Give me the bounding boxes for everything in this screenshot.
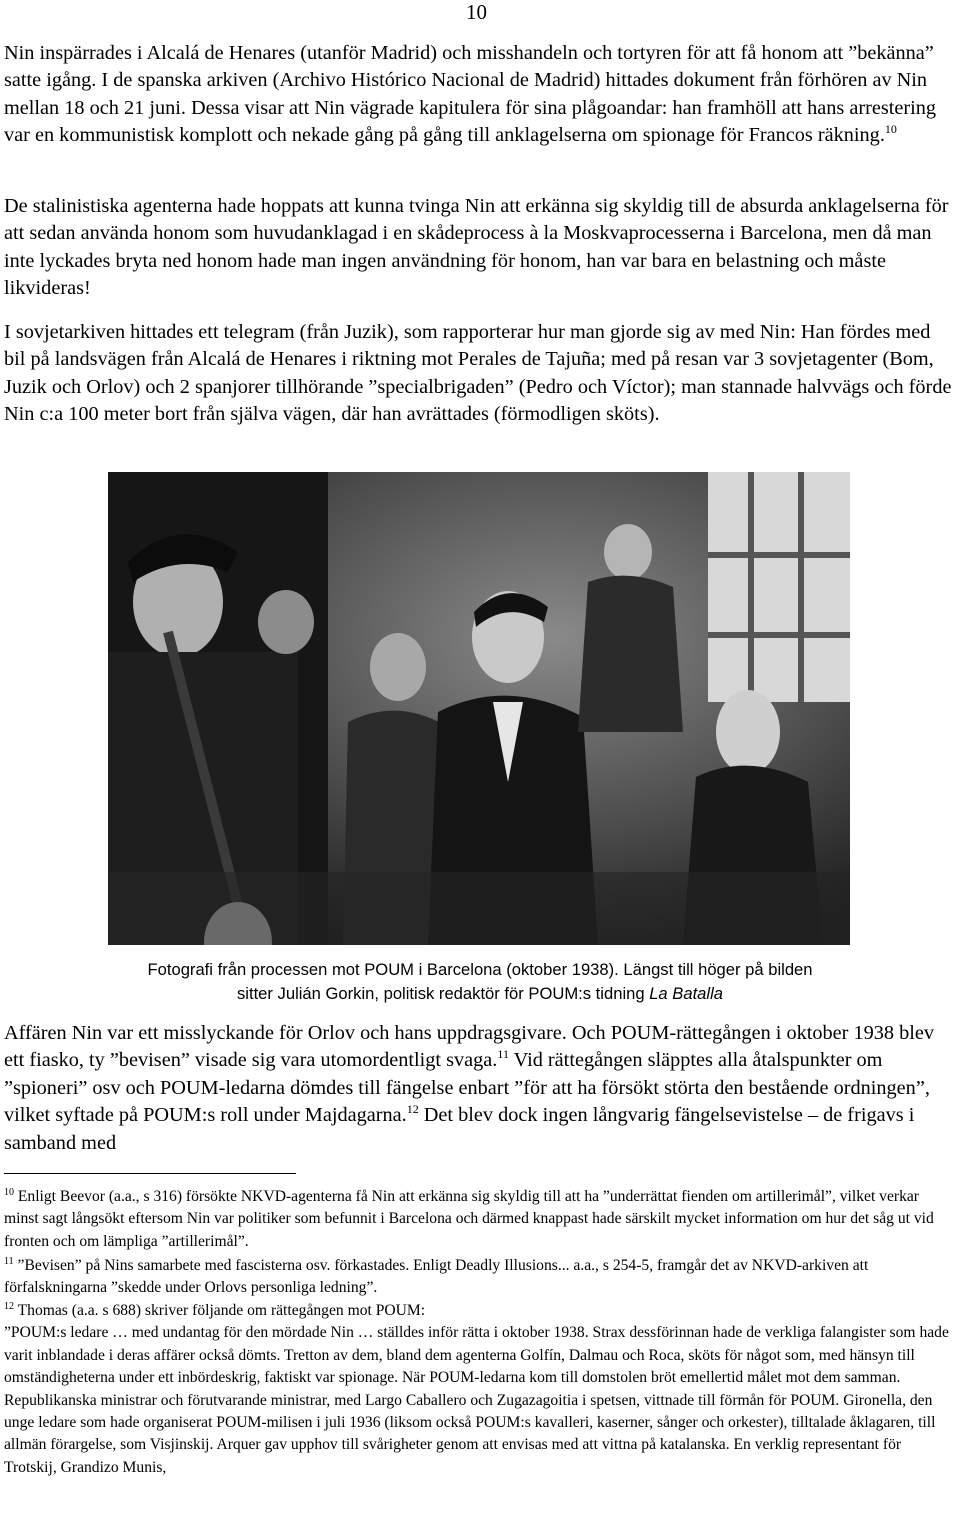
paragraph-1 [4,40,954,150]
caption-line-1: Fotografi från processen mot POUM i Barcelona (oktober 1938). Längst till höger på bilden [147,960,813,979]
footnote-12 [4,1300,954,1479]
newspaper-title: La Batalla [649,984,724,1003]
footnote-quote: ”POUM:s ledare … med undantag för den mördade Nin … ställdes inför rätta i oktober 1938. Strax dessförinnan hade de verkliga falangister som hade varit inblandade i deras affärer också dömts. Tretton av dem, bland dem agenterna Golfín, Dalmau och Roca, sköts för något som, med hänsyn till omständigheterna under ett inbördeskrig, faktiskt var spionage. När POUM-ledarna kom till domstolen bröt emellertid målet mot dem samman. Republikanska ministrar och förutvarande ministrar, med Largo Caballero och Zugazagoitia i spetsen, vittnade till förmån för POUM. Gironella, den unge ledare som hade organiserat POUM-milisen i juli 1936 (liksom också POUM:s kavalleri, kaserner, sånger och orkester), tilltalade åklagaren, till allmän förargelse, som Visjinskij. Arquer gav upphov till svårigheter genom att envisas med att vittna på katalanska. En verklig representant för Trotskij, Grandizo Munis, [4,1324,949,1476]
footnote-ref-12[interactable]: 12 [406,1102,419,1117]
photo-caption [0,958,960,1006]
caption-line-2-text: sitter Julián Gorkin, politisk redaktör för POUM:s tidning [236,984,650,1003]
paragraph-3 [4,319,954,429]
caption-line-2 [0,982,960,1006]
footnote-separator [4,1173,296,1174]
footnote-10 [4,1186,954,1253]
paragraph-text: Vid rättegången släpptes alla åtalspunkter om ”spioneri” osv och POUM-ledarna dömdes till fängelse enbart ”för att ha försökt störta den bestående ordningen”, vilket syftade på POUM:s roll under Majdagarna. [4,1049,930,1127]
trial-photograph [108,472,850,945]
footnote-text: Thomas (a.a. s 688) skriver följande om rättegången mot POUM: [14,1302,426,1319]
footnote-number: 10 [4,1187,14,1198]
paragraph-text: Nin inspärrades i Alcalá de Henares (utanför Madrid) och misshandeln och tortyren för att få honom att ”bekänna” satte igång. I de spanska arkiven (Archivo Histórico Nacional de Madrid) hittades dokument från förhören av Nin mellan 18 och 21 juni. Dessa visar att Nin vägrade kapitulera för sina plågoandar: han framhöll att hans arrestering var en kommunistisk komplott och nekade gång på gång till anklagelserna om spionage för Francos räkning. [4,42,937,147]
footnote-number: 12 [4,1301,14,1312]
paragraph-text: Det blev dock ingen långvarig fängelsevistelse – de frigavs i samband med [4,1104,915,1154]
footnote-ref-10[interactable]: 10 [884,122,897,137]
footnote-text: Enligt Beevor (a.a., s 316) försökte NKVD-agenterna få Nin att erkänna sig skyldig till att ha ”underrättat fienden om artillerimål”, vilket verkar minst sagt långsökt eftersom Nin var politiker som befunnit i Barcelona och därmed knappast hade särskilt mycket information om hur det såg ut vid fronten och om lämpliga ”artillerimål”. [4,1188,934,1250]
footnote-number: 11 [4,1256,14,1267]
paragraph-text: I sovjetarkiven hittades ett telegram (från Juzik), som rapporterar hur man gjorde sig av med Nin: Han fördes med bil på landsvägen från Alcalá de Henares i riktning mot Perales de Tajuña; med på resan var 3 sovjetagenter (Bom, Juzik och Orlov) och 2 spanjorer tillhörande ”specialbrigaden” (Pedro och Víctor); man stannade halvvägs och förde Nin c:a 100 meter bort från själva vägen, där han avrättades (förmodligen sköts). [4,321,952,426]
footnote-text: ”Bevisen” på Nins samarbete med fascisterna osv. förkastades. Enligt Deadly Illusions... a.a., s 254-5, framgår det av NKVD-arkiven att förfalskningarna ”skedde under Orlovs personliga ledning”. [4,1257,869,1297]
paragraph-2 [4,193,954,303]
paragraph-4 [4,1020,954,1157]
footnote-ref-11[interactable]: 11 [497,1047,509,1062]
paragraph-text: De stalinistiska agenterna hade hoppats att kunna tvinga Nin att erkänna sig skyldig till de absurda anklagelserna för att sedan använda honom som huvudanklagad i en skådeprocess à la Moskvaprocesserna i Barcelona, men då man inte lyckades bryta ned honom hade man ingen användning för honom, han var bara en belastning och måste likvideras! [4,195,949,300]
page-number: 10 [466,0,487,24]
footnote-11 [4,1255,954,1300]
paragraph-text: Affären Nin var ett misslyckande för Orlov och hans uppdragsgivare. Och POUM-rättegången i oktober 1938 blev ett fiasko, ty ”bevisen” visade sig vara utomordentligt svaga. [4,1022,935,1072]
